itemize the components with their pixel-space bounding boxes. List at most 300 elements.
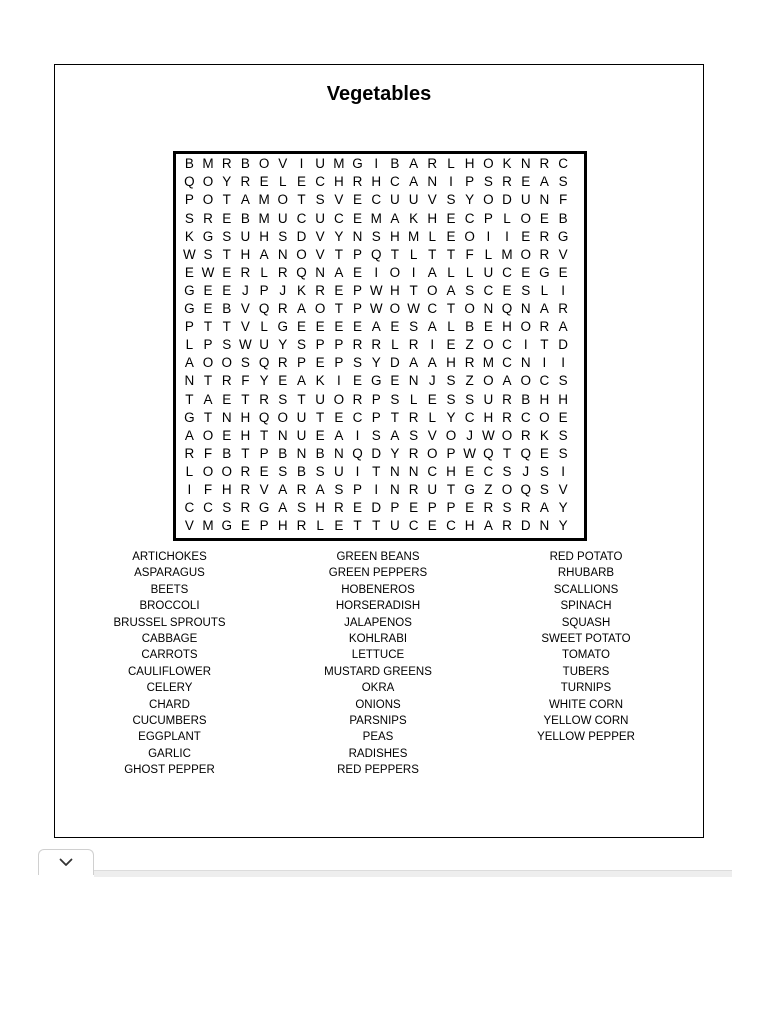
grid-letter: T bbox=[409, 282, 418, 298]
grid-letter: L bbox=[540, 282, 549, 298]
grid-letter: R bbox=[427, 156, 438, 172]
word-item: BRUSSEL SPROUTS bbox=[113, 616, 226, 629]
grid-letter: L bbox=[484, 246, 493, 262]
grid-letter: Y bbox=[558, 500, 568, 516]
grid-letter: E bbox=[259, 174, 269, 190]
grid-row bbox=[180, 227, 582, 245]
grid-letter: D bbox=[371, 445, 382, 461]
grid-letter: T bbox=[222, 319, 231, 335]
grid-letter: S bbox=[539, 481, 549, 497]
grid-letter: C bbox=[427, 463, 438, 479]
grid-letter: O bbox=[314, 301, 326, 317]
grid-letter: R bbox=[240, 463, 251, 479]
grid-letter: P bbox=[334, 337, 344, 353]
grid-letter: M bbox=[202, 156, 214, 172]
grid-letter: V bbox=[184, 518, 194, 534]
grid-letter: S bbox=[203, 246, 213, 262]
grid-letter: S bbox=[315, 463, 325, 479]
grid-letter: A bbox=[409, 174, 419, 190]
grid-letter: U bbox=[408, 192, 419, 208]
grid-letter: K bbox=[502, 156, 512, 172]
grid-row bbox=[180, 390, 582, 408]
grid-letter: L bbox=[391, 337, 399, 353]
grid-letter: Q bbox=[296, 264, 307, 280]
grid-row bbox=[180, 517, 582, 535]
grid-letter: C bbox=[446, 518, 456, 534]
grid-letter: I bbox=[542, 355, 547, 371]
grid-letter: O bbox=[520, 246, 531, 262]
grid-letter: H bbox=[259, 228, 269, 244]
grid-letter: O bbox=[221, 463, 232, 479]
grid-letter: O bbox=[333, 391, 345, 407]
grid-letter: O bbox=[296, 246, 307, 262]
grid-letter: H bbox=[221, 481, 232, 497]
grid-letter: I bbox=[505, 228, 509, 244]
grid-letter: E bbox=[334, 282, 344, 298]
grid-letter: L bbox=[447, 156, 455, 172]
grid-letter: C bbox=[408, 518, 419, 534]
puzzle-page bbox=[54, 64, 704, 838]
grid-letter: I bbox=[430, 337, 435, 353]
grid-letter: S bbox=[278, 228, 288, 244]
grid-letter: A bbox=[296, 301, 306, 317]
grid-letter: G bbox=[539, 264, 550, 280]
grid-letter: E bbox=[446, 337, 456, 353]
grid-letter: A bbox=[334, 427, 344, 443]
grid-letter: P bbox=[334, 355, 344, 371]
grid-letter: Y bbox=[465, 192, 475, 208]
grid-row bbox=[180, 155, 582, 173]
grid-letter: O bbox=[202, 463, 214, 479]
grid-letter: O bbox=[520, 210, 531, 226]
grid-letter: E bbox=[222, 391, 232, 407]
grid-letter: E bbox=[222, 264, 232, 280]
word-item: SPINACH bbox=[560, 600, 612, 613]
grid-letter: C bbox=[184, 500, 195, 516]
grid-letter: S bbox=[222, 228, 232, 244]
grid-letter: O bbox=[389, 301, 401, 317]
grid-letter: F bbox=[241, 373, 250, 389]
grid-letter: R bbox=[558, 301, 568, 317]
grid-letter: C bbox=[520, 409, 531, 425]
grid-letter: G bbox=[352, 156, 363, 172]
grid-letter: V bbox=[427, 192, 437, 208]
grid-letter: O bbox=[539, 409, 550, 425]
grid-letter: G bbox=[370, 373, 382, 389]
grid-letter: T bbox=[540, 337, 549, 353]
grid-letter: U bbox=[483, 264, 494, 280]
grid-letter: R bbox=[408, 481, 419, 497]
grid-letter: R bbox=[296, 481, 307, 497]
grid-letter: D bbox=[371, 500, 382, 516]
word-item: RED PEPPERS bbox=[337, 764, 419, 777]
grid-letter: T bbox=[446, 481, 456, 497]
grid-letter: D bbox=[296, 228, 307, 244]
grid-letter: E bbox=[353, 500, 363, 516]
grid-letter: U bbox=[259, 337, 269, 353]
word-item: TUBERS bbox=[562, 665, 610, 678]
grid-row bbox=[180, 209, 582, 227]
word-item: HORSERADISH bbox=[335, 600, 421, 613]
grid-letter: S bbox=[558, 174, 568, 190]
word-item: CUCUMBERS bbox=[132, 714, 207, 727]
word-item: CAULIFLOWER bbox=[127, 665, 212, 678]
grid-letter: A bbox=[409, 355, 419, 371]
grid-letter: B bbox=[465, 319, 475, 335]
grid-letter: E bbox=[296, 174, 306, 190]
grid-letter: R bbox=[240, 500, 251, 516]
grid-letter: N bbox=[221, 409, 232, 425]
grid-row bbox=[180, 191, 582, 209]
grid-row bbox=[180, 336, 582, 354]
grid-letter: E bbox=[353, 373, 363, 389]
grid-letter: R bbox=[502, 518, 512, 534]
grid-letter: E bbox=[353, 192, 363, 208]
grid-letter: J bbox=[242, 282, 249, 298]
grid-letter: N bbox=[539, 192, 550, 208]
grid-letter: T bbox=[353, 518, 362, 534]
grid-letter: E bbox=[390, 319, 400, 335]
grid-letter: Q bbox=[501, 301, 513, 317]
grid-letter: O bbox=[464, 228, 475, 244]
grid-letter: N bbox=[408, 463, 419, 479]
grid-letter: S bbox=[296, 337, 306, 353]
grid-letter: T bbox=[241, 445, 250, 461]
grid-letter: S bbox=[465, 282, 475, 298]
grid-letter: U bbox=[315, 210, 326, 226]
grid-letter: N bbox=[520, 156, 531, 172]
grid-letter: S bbox=[278, 463, 288, 479]
grid-letter: Y bbox=[446, 409, 456, 425]
grid-letter: S bbox=[222, 337, 232, 353]
grid-letter: U bbox=[296, 427, 307, 443]
grid-letter: K bbox=[296, 282, 306, 298]
grid-letter: S bbox=[222, 500, 232, 516]
grid-letter: T bbox=[446, 301, 456, 317]
grid-letter: R bbox=[352, 337, 363, 353]
grid-letter: N bbox=[277, 427, 288, 443]
grid-letter: N bbox=[520, 301, 531, 317]
grid-letter: P bbox=[390, 500, 400, 516]
word-item: RHUBARB bbox=[557, 567, 615, 580]
grid-letter: H bbox=[464, 518, 475, 534]
grid-letter: O bbox=[221, 355, 232, 371]
viewer-bottom-bar bbox=[38, 849, 732, 877]
grid-letter: P bbox=[353, 246, 363, 262]
grid-letter: I bbox=[561, 463, 565, 479]
grid-letter: E bbox=[240, 518, 250, 534]
grid-letter: P bbox=[203, 337, 213, 353]
collapse-toggle-button[interactable] bbox=[38, 849, 94, 875]
grid-letter: V bbox=[240, 319, 250, 335]
grid-letter: O bbox=[464, 301, 475, 317]
grid-letter: J bbox=[466, 427, 474, 443]
grid-letter: B bbox=[222, 301, 232, 317]
grid-letter: S bbox=[558, 373, 568, 389]
grid-letter: A bbox=[390, 427, 400, 443]
grid-row bbox=[180, 318, 582, 336]
grid-letter: C bbox=[483, 282, 494, 298]
grid-letter: L bbox=[279, 174, 287, 190]
grid-letter: R bbox=[221, 156, 232, 172]
grid-letter: E bbox=[446, 228, 456, 244]
grid-letter: R bbox=[539, 228, 550, 244]
grid-row bbox=[180, 408, 582, 426]
grid-letter: R bbox=[483, 500, 494, 516]
grid-letter: B bbox=[222, 445, 232, 461]
grid-letter: O bbox=[483, 337, 494, 353]
grid-letter: W bbox=[463, 445, 477, 461]
grid-letter: P bbox=[371, 391, 381, 407]
grid-letter: H bbox=[240, 409, 251, 425]
grid-letter: Q bbox=[370, 246, 382, 262]
grid-letter: P bbox=[427, 500, 437, 516]
grid-letter: O bbox=[483, 156, 494, 172]
grid-letter: R bbox=[371, 337, 382, 353]
grid-letter: C bbox=[315, 174, 326, 190]
grid-letter: I bbox=[374, 481, 379, 497]
grid-letter: B bbox=[558, 210, 568, 226]
word-item: RED POTATO bbox=[549, 551, 623, 563]
word-item: CARROTS bbox=[141, 649, 198, 662]
grid-letter: L bbox=[409, 391, 418, 407]
grid-letter: N bbox=[296, 445, 307, 461]
grid-letter: E bbox=[521, 228, 531, 244]
word-item: BEETS bbox=[150, 583, 189, 596]
word-item: PARSNIPS bbox=[349, 714, 407, 727]
grid-letter: A bbox=[427, 355, 437, 371]
word-item: SWEET POTATO bbox=[541, 632, 631, 645]
word-item: YELLOW CORN bbox=[543, 714, 629, 727]
grid-letter: K bbox=[315, 373, 325, 389]
grid-letter: Z bbox=[465, 373, 474, 389]
grid-letter: H bbox=[427, 210, 438, 226]
grid-letter: O bbox=[202, 174, 214, 190]
grid-letter: S bbox=[390, 391, 400, 407]
grid-letter: S bbox=[371, 427, 381, 443]
grid-letter: R bbox=[240, 481, 251, 497]
grid-letter: E bbox=[259, 463, 269, 479]
word-item: SQUASH bbox=[561, 616, 611, 629]
grid-letter: C bbox=[539, 373, 550, 389]
grid-letter: S bbox=[278, 391, 288, 407]
grid-letter: J bbox=[522, 463, 530, 479]
word-item: RADISHES bbox=[348, 747, 408, 760]
word-item: JALAPENOS bbox=[344, 616, 412, 629]
grid-letter: L bbox=[260, 319, 268, 335]
grid-letter: T bbox=[203, 373, 213, 389]
grid-letter: N bbox=[539, 518, 550, 534]
grid-letter: T bbox=[203, 319, 213, 335]
grid-letter: T bbox=[334, 246, 343, 262]
grid-letter: V bbox=[278, 156, 288, 172]
grid-letter: O bbox=[202, 427, 214, 443]
grid-letter: Z bbox=[465, 337, 474, 353]
grid-letter: E bbox=[315, 319, 325, 335]
grid-letter: B bbox=[315, 445, 325, 461]
grid-letter: L bbox=[409, 246, 418, 262]
grid-letter: O bbox=[483, 192, 494, 208]
grid-letter: R bbox=[502, 174, 512, 190]
grid-letter: T bbox=[222, 192, 231, 208]
grid-letter: A bbox=[446, 282, 456, 298]
word-item: LETTUCE bbox=[351, 649, 405, 662]
grid-letter: I bbox=[187, 481, 192, 497]
grid-letter: Q bbox=[520, 481, 531, 497]
grid-letter: E bbox=[521, 174, 531, 190]
grid-letter: C bbox=[502, 337, 512, 353]
grid-letter: W bbox=[369, 301, 383, 317]
grid-letter: H bbox=[240, 246, 251, 262]
grid-letter: R bbox=[408, 445, 419, 461]
grid-letter: I bbox=[299, 156, 304, 172]
grid-letter: A bbox=[558, 319, 568, 335]
grid-letter: M bbox=[407, 228, 420, 244]
grid-row bbox=[180, 354, 582, 372]
grid-letter: R bbox=[539, 246, 550, 262]
grid-letter: H bbox=[240, 427, 251, 443]
grid-letter: T bbox=[334, 301, 343, 317]
grid-letter: P bbox=[184, 192, 194, 208]
grid-row bbox=[180, 463, 582, 481]
grid-letter: E bbox=[222, 282, 232, 298]
grid-letter: E bbox=[465, 463, 475, 479]
grid-letter: E bbox=[446, 210, 456, 226]
grid-letter: C bbox=[483, 463, 494, 479]
grid-letter: Y bbox=[390, 445, 400, 461]
grid-letter: P bbox=[259, 518, 269, 534]
grid-letter: G bbox=[557, 228, 569, 244]
grid-letter: C bbox=[464, 210, 475, 226]
grid-row bbox=[180, 264, 582, 282]
grid-letter: C bbox=[427, 301, 438, 317]
word-list bbox=[55, 549, 703, 778]
grid-letter: C bbox=[558, 156, 568, 172]
grid-letter: O bbox=[445, 427, 457, 443]
grid-letter: S bbox=[502, 463, 512, 479]
letter-grid bbox=[173, 151, 587, 541]
grid-letter: Y bbox=[222, 174, 232, 190]
grid-letter: V bbox=[334, 192, 344, 208]
grid-letter: E bbox=[483, 319, 493, 335]
grid-letter: G bbox=[221, 518, 232, 534]
grid-letter: O bbox=[389, 264, 401, 280]
grid-letter: I bbox=[355, 463, 360, 479]
grid-letter: S bbox=[483, 174, 493, 190]
grid-letter: A bbox=[259, 246, 269, 262]
grid-letter: T bbox=[185, 391, 194, 407]
grid-letter: Q bbox=[520, 445, 531, 461]
grid-letter: L bbox=[428, 409, 437, 425]
grid-letter: S bbox=[558, 445, 568, 461]
grid-letter: U bbox=[333, 463, 344, 479]
grid-letter: P bbox=[353, 282, 363, 298]
grid-letter: U bbox=[315, 156, 326, 172]
word-item: CHARD bbox=[149, 698, 190, 711]
word-item: MUSTARD GREENS bbox=[324, 665, 432, 678]
word-item: WHITE CORN bbox=[548, 698, 624, 711]
grid-letter: S bbox=[446, 373, 456, 389]
grid-letter: V bbox=[315, 246, 325, 262]
grid-letter: E bbox=[334, 319, 344, 335]
grid-letter: O bbox=[202, 355, 214, 371]
word-item: OKRA bbox=[361, 682, 395, 695]
grid-row bbox=[180, 300, 582, 318]
grid-letter: R bbox=[464, 355, 475, 371]
grid-letter: P bbox=[353, 301, 363, 317]
word-item: GHOST PEPPER bbox=[124, 764, 215, 777]
grid-letter: E bbox=[296, 319, 306, 335]
grid-row bbox=[180, 426, 582, 444]
grid-letter: G bbox=[202, 228, 214, 244]
word-item: TOMATO bbox=[562, 649, 610, 662]
grid-letter: L bbox=[185, 337, 194, 353]
chevron-down-icon bbox=[59, 858, 73, 867]
grid-letter: G bbox=[184, 282, 195, 298]
grid-letter: O bbox=[277, 192, 289, 208]
grid-letter: E bbox=[465, 500, 475, 516]
grid-letter: A bbox=[539, 174, 549, 190]
grid-letter: E bbox=[222, 210, 232, 226]
grid-letter: E bbox=[558, 409, 568, 425]
grid-letter: E bbox=[222, 427, 232, 443]
word-item: SCALLIONS bbox=[553, 583, 619, 596]
grid-letter: W bbox=[481, 427, 495, 443]
grid-letter: A bbox=[371, 319, 381, 335]
grid-letter: N bbox=[184, 373, 195, 389]
grid-letter: C bbox=[371, 192, 382, 208]
grid-letter: H bbox=[558, 391, 568, 407]
grid-letter: S bbox=[353, 355, 363, 371]
grid-letter: R bbox=[539, 156, 550, 172]
grid-letter: A bbox=[539, 301, 549, 317]
grid-letter: E bbox=[353, 264, 363, 280]
grid-letter: S bbox=[558, 427, 568, 443]
grid-letter: T bbox=[390, 409, 400, 425]
grid-letter: A bbox=[502, 373, 512, 389]
grid-letter: C bbox=[390, 174, 400, 190]
word-item: BROCCOLI bbox=[139, 600, 200, 613]
grid-letter: O bbox=[520, 319, 531, 335]
word-item: EGGPLANT bbox=[138, 731, 201, 744]
grid-letter: P bbox=[371, 409, 381, 425]
grid-letter: P bbox=[259, 445, 269, 461]
grid-letter: S bbox=[409, 427, 419, 443]
grid-letter: A bbox=[334, 264, 344, 280]
grid-letter: N bbox=[483, 301, 494, 317]
grid-letter: W bbox=[239, 337, 252, 353]
grid-letter: R bbox=[333, 500, 344, 516]
grid-letter: E bbox=[184, 264, 194, 280]
grid-letter: S bbox=[334, 481, 344, 497]
grid-letter: M bbox=[258, 210, 270, 226]
grid-letter: Q bbox=[258, 355, 270, 371]
grid-letter: A bbox=[427, 319, 437, 335]
grid-row bbox=[180, 372, 582, 390]
grid-letter: W bbox=[182, 246, 196, 262]
grid-letter: A bbox=[184, 355, 194, 371]
grid-letter: R bbox=[296, 518, 307, 534]
grid-letter: P bbox=[353, 481, 363, 497]
grid-letter: T bbox=[297, 391, 306, 407]
word-item: ASPARAGUS bbox=[134, 567, 205, 580]
grid-letter: O bbox=[258, 156, 270, 172]
grid-letter: I bbox=[561, 282, 565, 298]
grid-letter: P bbox=[446, 445, 456, 461]
grid-letter: S bbox=[371, 228, 381, 244]
grid-letter: Q bbox=[184, 174, 195, 190]
grid-letter: S bbox=[465, 391, 475, 407]
